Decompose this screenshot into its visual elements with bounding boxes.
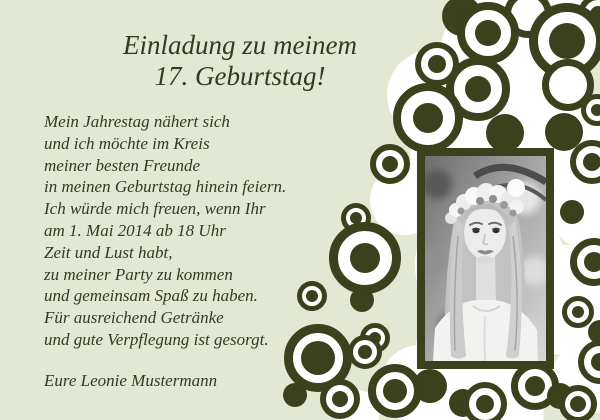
body-line: und gute Verpflegung ist gesorgt. [44, 329, 269, 349]
decor-circle [393, 83, 463, 153]
body-line: Mein Jahrestag nähert sich [44, 112, 230, 131]
decor-circle-dot [525, 376, 545, 396]
decor-circle-dot [382, 156, 398, 172]
decor-circle-dot [583, 153, 600, 171]
card-title [5, 30, 475, 92]
body-line: Zeit und Lust habt, [44, 242, 173, 262]
decor-circle [562, 296, 594, 328]
decor-circle [283, 383, 307, 407]
body-line: in meinen Geburtstag hinein feiern. [44, 177, 287, 197]
decor-circle-dot [306, 290, 318, 302]
decor-circle-dot [383, 379, 407, 403]
decor-circle [329, 222, 401, 294]
decor-circle-dot [475, 20, 501, 46]
decor-circle-dot [301, 341, 335, 375]
decor-circle-dot [572, 306, 584, 318]
body-line: zu meiner Party zu kommen [44, 264, 233, 284]
title-line-2: 17. Geburtstag! [154, 61, 326, 91]
decor-circle-dot [591, 104, 600, 116]
portrait-photo [425, 156, 546, 361]
decor-circle [463, 382, 507, 420]
decor-circle-dot [332, 391, 348, 407]
decor-circle [370, 144, 410, 184]
photo-frame [417, 148, 554, 369]
body-line: Ich würde mich freuen, wenn Ihr [44, 199, 266, 219]
decor-circle-dot [350, 243, 380, 273]
decor-circle [320, 379, 360, 419]
decor-circle-dot [591, 353, 600, 371]
invitation-text [44, 111, 286, 351]
title-line-1: Einladung zu meinem [123, 30, 357, 60]
body-line: und ich möchte im Kreis [44, 133, 210, 153]
decor-circle [350, 288, 374, 312]
decor-circle [348, 335, 382, 369]
decor-circle [559, 385, 597, 420]
decor-circle-dot [358, 345, 372, 359]
decor-circle-dot [570, 396, 586, 412]
signature: Eure Leonie Mustermann [44, 371, 218, 390]
decor-circle-dot [549, 23, 585, 59]
decor-circle [560, 200, 584, 224]
decor-circle-dot [584, 252, 600, 272]
body-line: und gemeinsam Spaß zu haben. [44, 286, 258, 306]
decor-circle [297, 281, 327, 311]
body-line: Für ausreichend Getränke [44, 308, 224, 328]
decor-circle-dot [413, 103, 443, 133]
body-line: am 1. Mai 2014 ab 18 Uhr [44, 220, 226, 240]
decor-circle-dot [476, 395, 494, 413]
body-line: meiner besten Freunde [44, 155, 201, 175]
decor-circle [486, 114, 524, 152]
decor-circle [368, 364, 422, 418]
